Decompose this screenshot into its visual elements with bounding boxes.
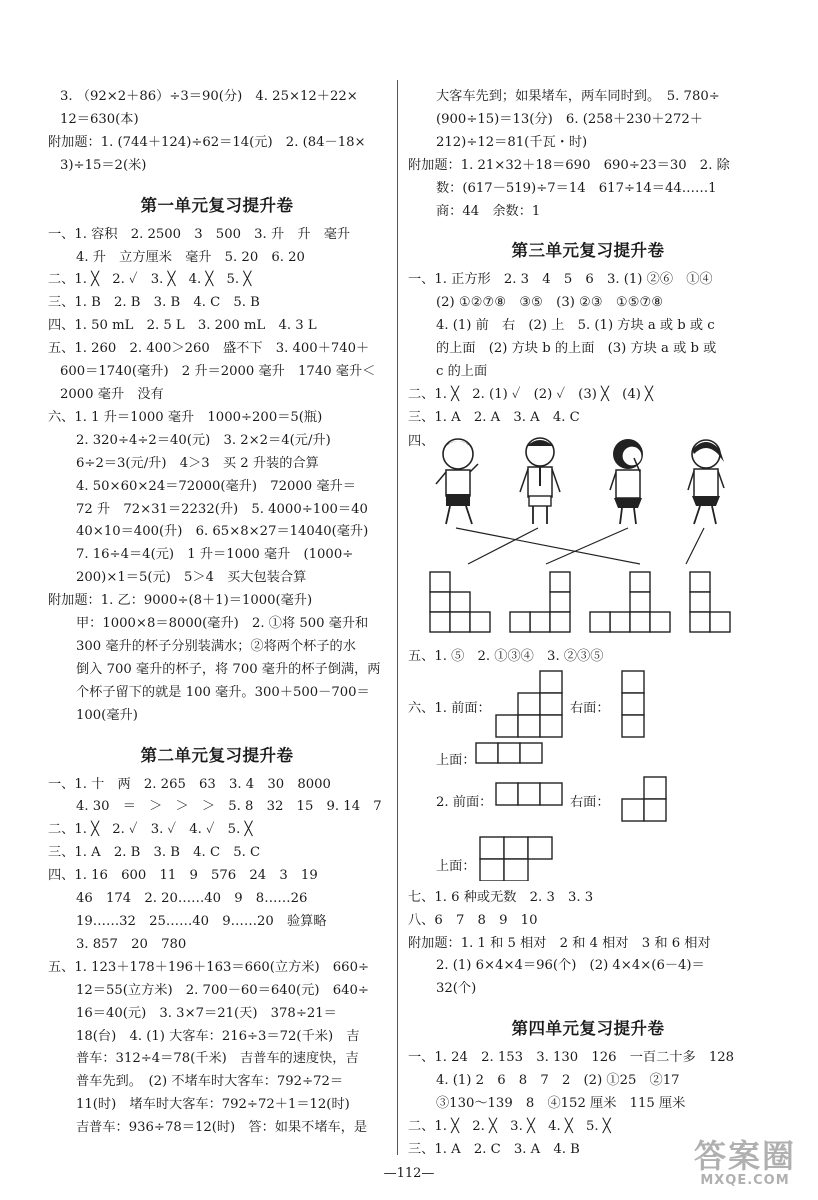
watermark-logo [694,1139,796,1188]
answer-line: 19……32 25……40 9……20 验算略 [76,914,327,929]
answer-line: 甲：1000×8＝8000(毫升) 2. ①将 500 毫升和 [76,616,369,632]
answer-line: 附加题：1. 乙：9000÷(8＋1)＝1000(毫升) [48,593,313,609]
answer-line: 数：(617－519)÷7＝14 617÷14＝44……1 [436,180,717,196]
answer-line: 四、1. 16 600 11 9 576 24 3 19 [48,868,318,884]
answer-line: 6÷2＝3(元/升) 4＞3 买 2 升装的合算 [76,455,319,471]
watermark-url: MXQE.COM [700,1173,790,1188]
q6b-front-label: 2. 前面： [436,794,493,810]
answer-line: 2. 320÷4÷2＝40(元) 3. 2×2＝4(元/升) [76,432,331,448]
child-figure-2 [520,438,560,524]
answer-line: 3. 857 20 780 [76,936,187,952]
unit3-title: 第三单元复习提升卷 [511,241,665,261]
answer-line: 72 升 72×31＝2232(升) 5. 4000÷100＝40 [76,501,368,517]
answer-line: 附加题：1. 1 和 5 相对 2 和 4 相对 3 和 6 相对 [408,935,711,951]
answer-line: 12＝630(本) [60,111,139,127]
answer-line: 个杯子留下的就是 100 毫升。300＋500－700＝ [76,684,370,700]
answer-line: 4. 50×60×24＝72000(毫升) 72000 毫升＝ [76,478,356,494]
answer-line: 吉普车：936÷78＝12(时) 答：如果不堵车，是 [76,1120,368,1136]
q6b-right-label: 右面： [570,794,610,810]
unit2-answers [48,774,386,1141]
answer-line: 16＝40(元) 3. 3×7＝21(天) 378÷21＝ [76,1005,337,1021]
answer-line: 大客车先到；如果堵车，两车同时到。 5. 780÷ [436,89,720,104]
answer-line: 4. 30 ＝ ＞ ＞ ＞ 5. 8 32 15 9. 14 7 [76,799,382,815]
answer-line: 三、1. A 2. A 3. A 4. C [408,409,580,425]
answer-line: 的上面 (2) 方块 b 的上面 (3) 方块 a 或 b 或 [436,341,717,357]
answer-line: ③130～139 8 ④152 厘米 115 厘米 [436,1096,686,1112]
child-figure-4 [688,440,724,524]
unit1-title: 第一单元复习提升卷 [140,195,294,215]
answer-line: 12＝55(立方米) 2. 700－60＝640(元) 640÷ [76,982,369,998]
unit3-answers [408,269,768,429]
answer-line: 三、1. A 2. C 3. A 4. B [408,1141,580,1157]
answer-line: 五、1. 260 2. 400＞260 盛不下 3. 400＋740＋ [48,341,370,357]
answer-line: 普车先到。 (2) 不堵车时大客车：792÷72＝ [76,1074,344,1090]
q6-front-label: 六、1. 前面： [408,700,491,716]
view-shapes [430,572,730,632]
answer-line: 七、1. 6 种或无数 2. 3 3. 3 [408,889,594,905]
answer-line: 三、1. A 2. B 3. B 4. C 5. C [48,845,261,861]
answer-line: 一、1. 24 2. 153 3. 130 126 一百二十多 128 [408,1050,735,1066]
answer-line: 32(个) [436,981,477,997]
unit4-title: 第四单元复习提升卷 [511,1019,665,1039]
watermark-text: 答案圈 [693,1137,796,1175]
answer-line: 2. (1) 6×4×4＝96(个) (2) 4×4×(6－4)＝ [436,958,705,974]
answer-line: 600＝1740(毫升) 2 升＝2000 毫升 1740 毫升＜ [60,364,376,380]
left-column [48,86,386,1140]
page-number: —112— [383,1166,435,1181]
answer-line: 4. (1) 2 6 8 7 2 (2) ①25 ②17 [436,1073,680,1089]
answer-line: 4. (1) 前 右 (2) 上 5. (1) 方块 a 或 b 或 c [436,318,715,334]
answer-line: 商：44 余数：1 [436,203,541,219]
answer-line: 四、1. 50 mL 2. 5 L 3. 200 mL 4. 3 L [48,318,317,334]
answer-line: 100(毫升) [76,707,138,723]
answer-line: 二、1. ╳ 2. ╳ 3. ╳ 4. ╳ 5. ╳ [408,1118,611,1134]
matching-svg [408,430,768,638]
matching-lines [456,528,704,564]
answer-line: 五、1. ⑤ 2. ①③④ 3. ②③⑤ [408,648,604,664]
answer-line: 3)÷15＝2(米) [60,157,147,173]
answer-line: 普车：312÷4＝78(千米) 吉普车的速度快，吉 [76,1051,359,1067]
answer-line: 二、1. ╳ 2. (1) ✓ (2) ✓ (3) ╳ (4) ╳ [408,386,653,402]
q6b-top-label: 上面： [436,858,476,874]
q6-right-label: 右面： [570,700,610,716]
q4-label: 四、 [408,433,435,449]
answer-line: 212)÷12＝81(千瓦・时) [436,134,588,150]
column-divider [397,80,398,1155]
answer-line: 一、1. 容积 2. 2500 3 500 3. 升 升 毫升 [48,226,351,242]
answer-line: 八、6 7 8 9 10 [408,912,538,928]
answer-line: 2000 毫升 没有 [60,386,164,402]
unit1-answers [48,224,386,728]
right-column [408,86,768,1162]
q6-top-label: 上面： [436,752,476,768]
answer-line: 一、1. 正方形 2. 3 4 5 6 3. (1) ②⑥ ①④ [408,272,713,288]
answer-line: (900÷15)＝13(分) 6. (258＋230＋272＋ [436,111,703,127]
answer-line: 18(台) 4. (1) 大客车：216÷3＝72(千米) 吉 [76,1028,360,1044]
unit2-title: 第二单元复习提升卷 [140,745,294,765]
answer-line: 一、1. 十 两 2. 265 63 3. 4 30 8000 [48,776,331,792]
left-intro [48,86,386,178]
answer-line: 倒入 700 毫升的杯子，将 700 毫升的杯子倒满，两 [76,661,381,677]
answer-line: 4. 升 立方厘米 毫升 5. 20 6. 20 [76,249,305,265]
answer-line: 三、1. B 2. B 3. B 4. C 5. B [48,295,260,311]
answer-line: 40×10＝400(升) 6. 65×8×27＝14040(毫升) [76,524,369,540]
child-figure-3 [610,439,643,524]
answer-line: c 的上面 [436,364,488,380]
q6-views-figure [408,669,768,881]
right-intro [408,86,768,223]
child-figure-1 [436,439,478,524]
q6-svg [408,669,768,881]
answer-line: 六、1. 1 升＝1000 毫升 1000÷200＝5(瓶) [48,409,323,425]
answer-line: 300 毫升的杯子分别装满水；②将两个杯子的水 [76,638,356,654]
answer-line: 五、1. 123＋178＋196＋163＝660(立方米) 660÷ [48,959,370,975]
answer-line: 200)×1＝5(元) 5＞4 买大包装合算 [76,570,307,586]
unit3-tail [408,887,768,1002]
answer-line: 附加题：1. 21×32＋18＝690 690÷23＝30 2. 除 [408,157,730,173]
q4-matching-figure [408,430,768,638]
answer-line: 11(时) 堵车时大客车：792÷72＋1＝12(时) [76,1097,350,1113]
answer-line: 附加题：1. (744＋124)÷62＝14(元) 2. (84－18× [48,134,366,150]
answer-line: 二、1. ╳ 2. ✓ 3. ╳ 4. ╳ 5. ╳ [48,272,252,288]
answer-line: 3. （92×2＋86）÷3＝90(分) 4. 25×12＋22× [60,89,358,104]
answer-line: 7. 16÷4＝4(元) 1 升＝1000 毫升 (1000÷ [76,547,354,563]
answer-line: 46 174 2. 20……40 9 8……26 [76,891,308,907]
answer-line: 二、1. ╳ 2. ✓ 3. ✓ 4. ✓ 5. ╳ [48,822,253,838]
answer-line: (2) ①②⑦⑧ ③⑤ (3) ②③ ①⑤⑦⑧ [436,295,664,311]
